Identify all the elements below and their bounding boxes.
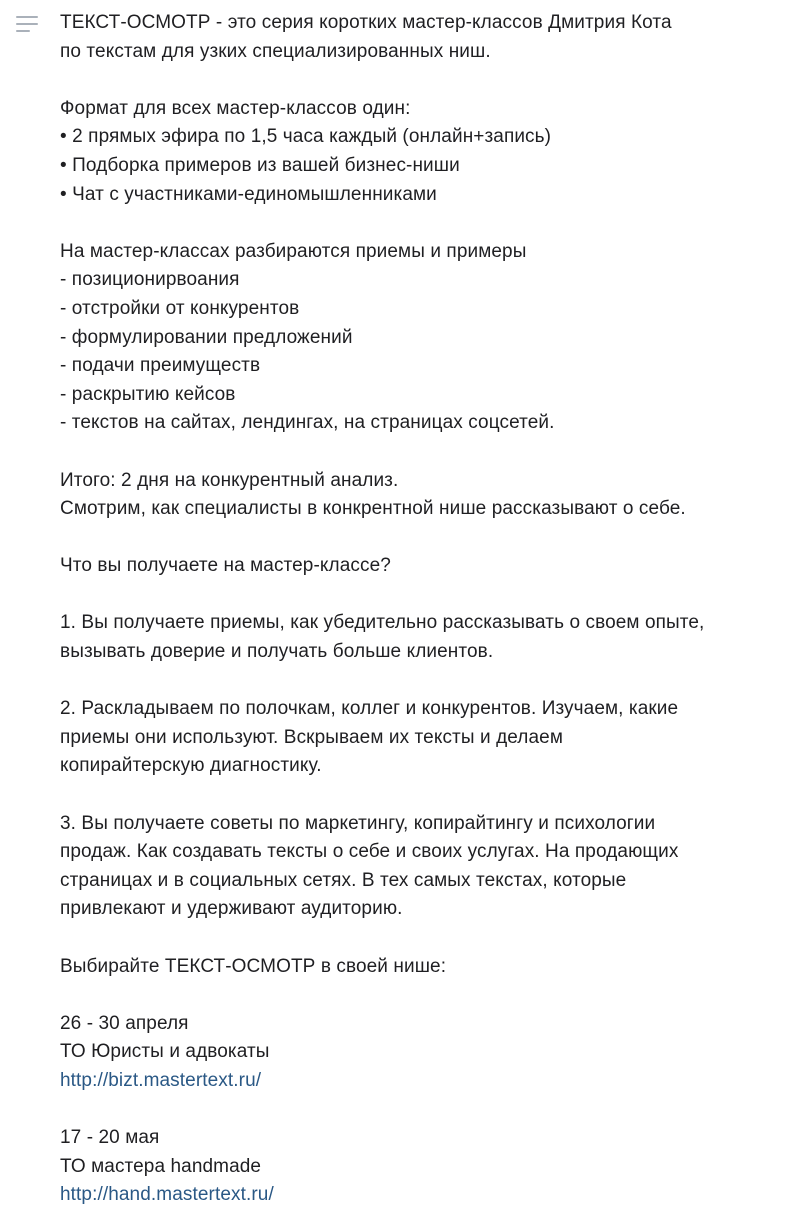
event-link[interactable]: http://hand.mastertext.ru/: [60, 1184, 274, 1206]
menu-line-2: [16, 23, 38, 25]
topic-item: - позиционирвоания: [60, 269, 240, 291]
event-title: ТО Юристы и адвокаты: [60, 1041, 270, 1063]
choose-heading: Выбирайте ТЕКСТ-ОСМОТР в своей нише:: [60, 955, 447, 977]
summary-line: Смотрим, как специалисты в конкрентной нише рассказывают о себе.: [60, 498, 686, 520]
event-title: ТО мастера handmade: [60, 1155, 262, 1177]
format-item: • Чат с участниками-единомышленниками: [60, 183, 437, 205]
format-item: • 2 прямых эфира по 1,5 часа каждый (онлайн+запись): [60, 126, 552, 148]
topic-item: - отстройки от конкурентов: [60, 297, 300, 319]
benefit-line: приемы они используют. Вскрываем их тексты и делаем: [60, 726, 563, 748]
benefit-line: копирайтерскую диагностику.: [60, 755, 322, 777]
benefit-line: 2. Раскладываем по полочкам, коллег и конкурентов. Изучаем, какие: [60, 698, 679, 720]
topic-item: - текстов на сайтах, лендингах, на страницах соцсетей.: [60, 412, 555, 434]
format-item: • Подборка примеров из вашей бизнес-ниши: [60, 154, 460, 176]
topic-item: - формулировании предложений: [60, 326, 353, 348]
event-dates: 17 - 20 мая: [60, 1127, 160, 1149]
topics-heading: На мастер-классах разбираются приемы и примеры: [60, 240, 527, 262]
benefit-line: продаж. Как создавать тексты о себе и своих услугах. На продающих: [60, 841, 679, 863]
menu-lines-icon[interactable]: [16, 13, 38, 35]
topic-item: - раскрытию кейсов: [60, 383, 236, 405]
menu-line-1: [16, 16, 38, 18]
menu-line-3: [16, 30, 30, 32]
benefit-line: вызывать доверие и получать больше клиентов.: [60, 641, 494, 663]
format-heading: Формат для всех мастер-классов один:: [60, 97, 411, 119]
intro-line: ТЕКСТ-ОСМОТР - это серия коротких мастер-классов Дмитрия Кота: [60, 12, 672, 33]
event-dates: 26 - 30 апреля: [60, 1012, 189, 1034]
intro-line: по текстам для узких специализированных ниш.: [60, 40, 491, 62]
benefits-heading: Что вы получаете на мастер-классе?: [60, 555, 391, 577]
benefit-line: привлекают и удерживают аудиторию.: [60, 898, 403, 920]
benefit-line: страницах и в социальных сетях. В тех самых текстах, которые: [60, 869, 627, 891]
summary-line: Итого: 2 дня на конкурентный анализ.: [60, 469, 399, 491]
event-link[interactable]: http://bizt.mastertext.ru/: [60, 1069, 262, 1091]
post-text: [60, 9, 784, 1210]
topic-item: - подачи преимуществ: [60, 355, 261, 377]
benefit-line: 1. Вы получаете приемы, как убедительно рассказывать о своем опыте,: [60, 612, 705, 634]
benefit-line: 3. Вы получаете советы по маркетингу, копирайтингу и психологии: [60, 812, 656, 834]
